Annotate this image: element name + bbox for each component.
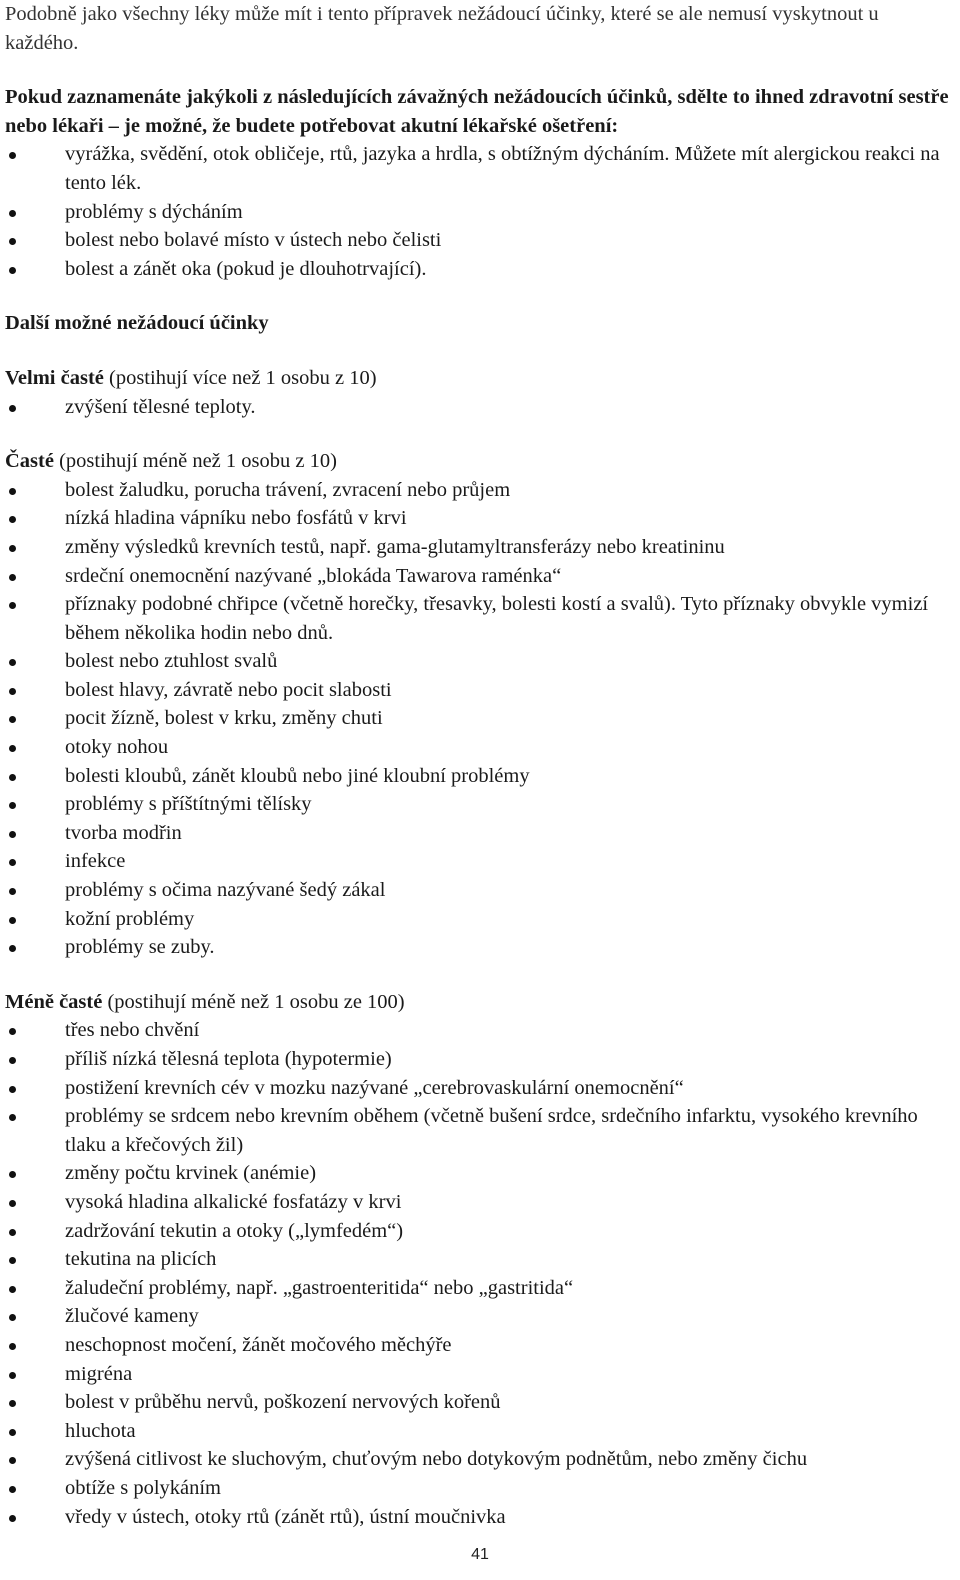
list-item: obtíže s polykáním <box>5 1474 957 1503</box>
list-item: problémy se zuby. <box>5 933 957 962</box>
list-item: změny výsledků krevních testů, např. gama-glutamyltransferázy nebo kreatininu <box>5 533 957 562</box>
page-number: 41 <box>471 1546 489 1563</box>
common-list <box>5 476 957 962</box>
list-item: třes nebo chvění <box>5 1016 957 1045</box>
list-item: zvýšená citlivost ke sluchovým, chuťovým nebo dotykovým podnětům, nebo změny čichu <box>5 1445 957 1474</box>
list-item: problémy s dýcháním <box>5 198 957 227</box>
list-item: neschopnost močení, žánět močového měchýře <box>5 1331 957 1360</box>
list-item: infekce <box>5 847 957 876</box>
list-item: tekutina na plicích <box>5 1245 957 1274</box>
frequency-label: Velmi časté <box>5 366 104 389</box>
intro-paragraph: Podobně jako všechny léky může mít i tento přípravek nežádoucí účinky, které se ale nemusí vyskytnout u každého. <box>5 3 879 54</box>
list-item: zvýšení tělesné teploty. <box>5 393 957 422</box>
list-item: bolest v průběhu nervů, poškození nervových kořenů <box>5 1388 957 1417</box>
very-common-list <box>5 393 957 422</box>
frequency-note: (postihují méně než 1 osobu ze 100) <box>102 990 405 1013</box>
document-page <box>5 0 957 1531</box>
uncommon-list <box>5 1016 957 1531</box>
list-item: vředy v ústech, otoky rtů (zánět rtů), ústní moučnivka <box>5 1503 957 1532</box>
list-item: hluchota <box>5 1417 957 1446</box>
frequency-note: (postihují méně než 1 osobu z 10) <box>53 450 337 473</box>
list-item: vyrážka, svědění, otok obličeje, rtů, jazyka a hrdla, s obtížným dýcháním. Můžete mít alergickou reakci na tento lék. <box>5 140 957 197</box>
list-item: žaludeční problémy, např. „gastroenteritida“ nebo „gastritida“ <box>5 1274 957 1303</box>
list-item: postižení krevních cév v mozku nazývané „cerebrovaskulární onemocnění“ <box>5 1074 957 1103</box>
list-item: bolesti kloubů, zánět kloubů nebo jiné kloubní problémy <box>5 762 957 791</box>
list-item: problémy s příštítnými tělísky <box>5 790 957 819</box>
uncommon-header <box>5 988 957 1017</box>
list-item: bolest nebo bolavé místo v ústech nebo čelisti <box>5 226 957 255</box>
frequency-label: Časté <box>5 450 54 473</box>
list-item: vysoká hladina alkalické fosfatázy v krvi <box>5 1188 957 1217</box>
list-item: nízká hladina vápníku nebo fosfátů v krvi <box>5 504 957 533</box>
list-item: příliš nízká tělesná teplota (hypotermie) <box>5 1045 957 1074</box>
common-header <box>5 447 957 476</box>
serious-effects-heading: Pokud zaznamenáte jakýkoli z následujících závažných nežádoucích účinků, sdělte to ihned zdravotní sestře nebo lékaři – je možné, že budete potřebovat akutní lékařské ošetření: <box>5 86 949 137</box>
list-item: žlučové kameny <box>5 1302 957 1331</box>
list-item: bolest hlavy, závratě nebo pocit slabosti <box>5 676 957 705</box>
list-item: změny počtu krvinek (anémie) <box>5 1159 957 1188</box>
list-item: bolest nebo ztuhlost svalů <box>5 647 957 676</box>
list-item: migréna <box>5 1360 957 1389</box>
list-item: kožní problémy <box>5 905 957 934</box>
list-item: srdeční onemocnění nazývané „blokáda Tawarova raménka“ <box>5 562 957 591</box>
very-common-header <box>5 364 957 393</box>
other-effects-title: Další možné nežádoucí účinky <box>5 312 269 335</box>
serious-effects-list <box>5 140 957 283</box>
list-item: bolest žaludku, porucha trávení, zvracení nebo průjem <box>5 476 957 505</box>
list-item: tvorba modřin <box>5 819 957 848</box>
frequency-label: Méně časté <box>5 990 103 1013</box>
list-item: otoky nohou <box>5 733 957 762</box>
list-item: zadržování tekutin a otoky („lymfedém“) <box>5 1217 957 1246</box>
list-item: příznaky podobné chřipce (včetně horečky, třesavky, bolesti kostí a svalů). Tyto příznaky obvykle vymizí během několika hodin nebo dnů. <box>5 590 957 647</box>
list-item: pocit žízně, bolest v krku, změny chuti <box>5 704 957 733</box>
list-item: problémy s očima nazývané šedý zákal <box>5 876 957 905</box>
frequency-note: (postihují více než 1 osobu z 10) <box>103 366 377 389</box>
list-item: problémy se srdcem nebo krevním oběhem (včetně bušení srdce, srdečního infarktu, vysokého krevního tlaku a křečových žil) <box>5 1102 957 1159</box>
list-item: bolest a zánět oka (pokud je dlouhotrvající). <box>5 255 957 284</box>
